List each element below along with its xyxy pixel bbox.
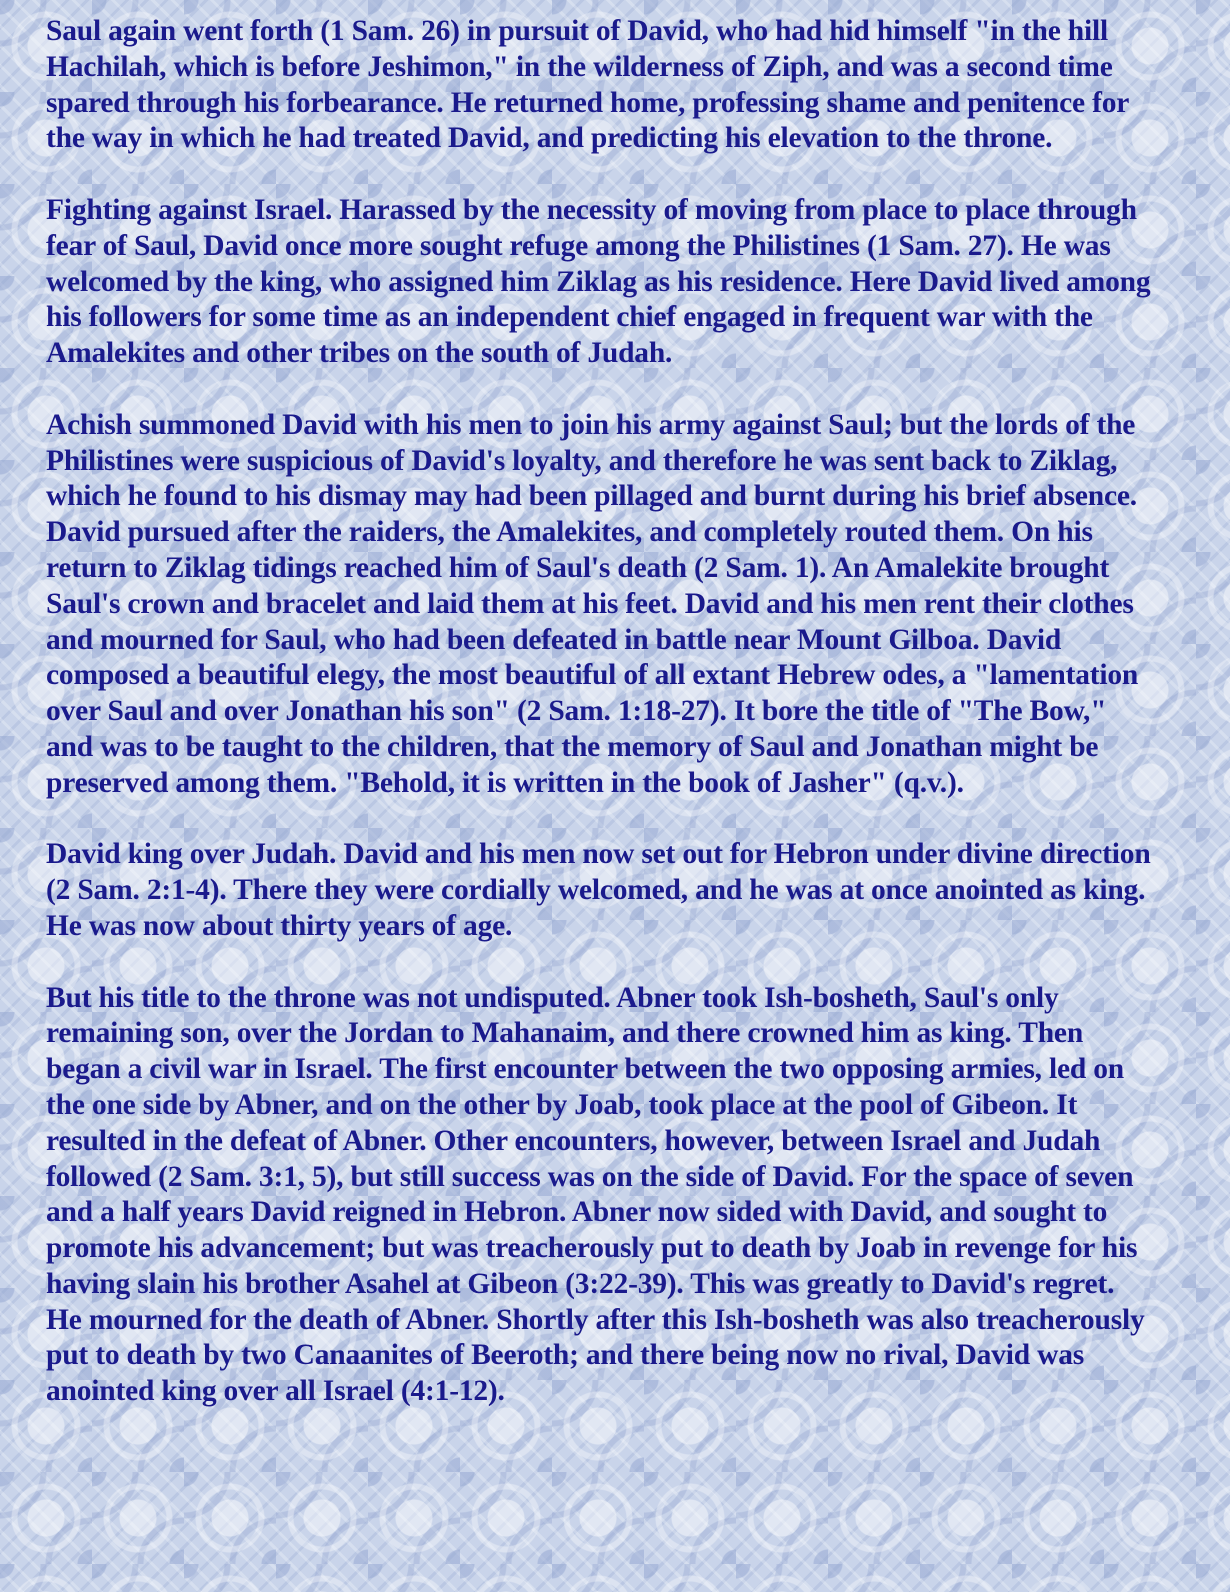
paragraph-david-king-over-judah: David king over Judah. David and his men now set out for Hebron under divine direction (2 Sam. 2:1-4). There they were cordially welcomed, and he was at once anointed as king. He was now about thirty years of age. (46, 838, 1151, 942)
paragraph-fighting-against-israel: Fighting against Israel. Harassed by the necessity of moving from place to place through fear of Saul, David once more sought refuge among the Philistines (1 Sam. 27). He was welcomed by the king, who assigned him Ziklag as his residence. Here David lived among his followers for some time as an independent chief engaged in frequent war with the Amalekites and other tribes on the south of Judah. (46, 193, 1151, 370)
article-body (46, 14, 1156, 1410)
paragraph-saul-pursuit: Saul again went forth (1 Sam. 26) in pursuit of David, who had hid himself "in the hill Hachilah, which is before Jeshimon," in the wilderness of Ziph, and was a second time spared through his forbearance. He returned home, professing shame and penitence for the way in which he had treated David, and predicting his elevation to the throne. (46, 15, 1129, 155)
paragraph-civil-war: But his title to the throne was not undisputed. Abner took Ish-bosheth, Saul's only remaining son, over the Jordan to Mahanaim, and there crowned him as king. Then began a civil war in Israel. The first encounter between the two opposing armies, led on the one side by Abner, and on the other by Joab, took place at the pool of Gibeon. It resulted in the defeat of Abner. Other encounters, however, between Israel and Judah followed (2 Sam. 3:1, 5), but still success was on the side of David. For the space of seven and a half years David reigned in Hebron. Abner now sided with David, and sought to promote his advancement; but was treacherously put to death by Joab in revenge for his having slain his brother Asahel at Gibeon (3:22-39). This was greatly to David's regret. He mourned for the death of Abner. Shortly after this Ish-bosheth was also treacherously put to death by two Canaanites of Beeroth; and there being now no rival, David was anointed king over all Israel (4:1-12). (46, 981, 1145, 1408)
paragraph-achish-summons: Achish summoned David with his men to join his army against Saul; but the lords of the Philistines were suspicious of David's loyalty, and therefore he was sent back to Ziklag, which he found to his dismay may had been pillaged and burnt during his brief absence. David pursued after the raiders, the Amalekites, and completely routed them. On his return to Ziklag tidings reached him of Saul's death (2 Sam. 1). An Amalekite brought Saul's crown and bracelet and laid them at his feet. David and his men rent their clothes and mourned for Saul, who had been defeated in battle near Mount Gilboa. David composed a beautiful elegy, the most beautiful of all extant Hebrew odes, a "lamentation over Saul and over Jonathan his son" (2 Sam. 1:18-27). It bore the title of "The Bow," and was to be taught to the children, that the memory of Saul and Jonathan might be preserved among them. "Behold, it is written in the book of Jasher" (q.v.). (46, 408, 1139, 799)
